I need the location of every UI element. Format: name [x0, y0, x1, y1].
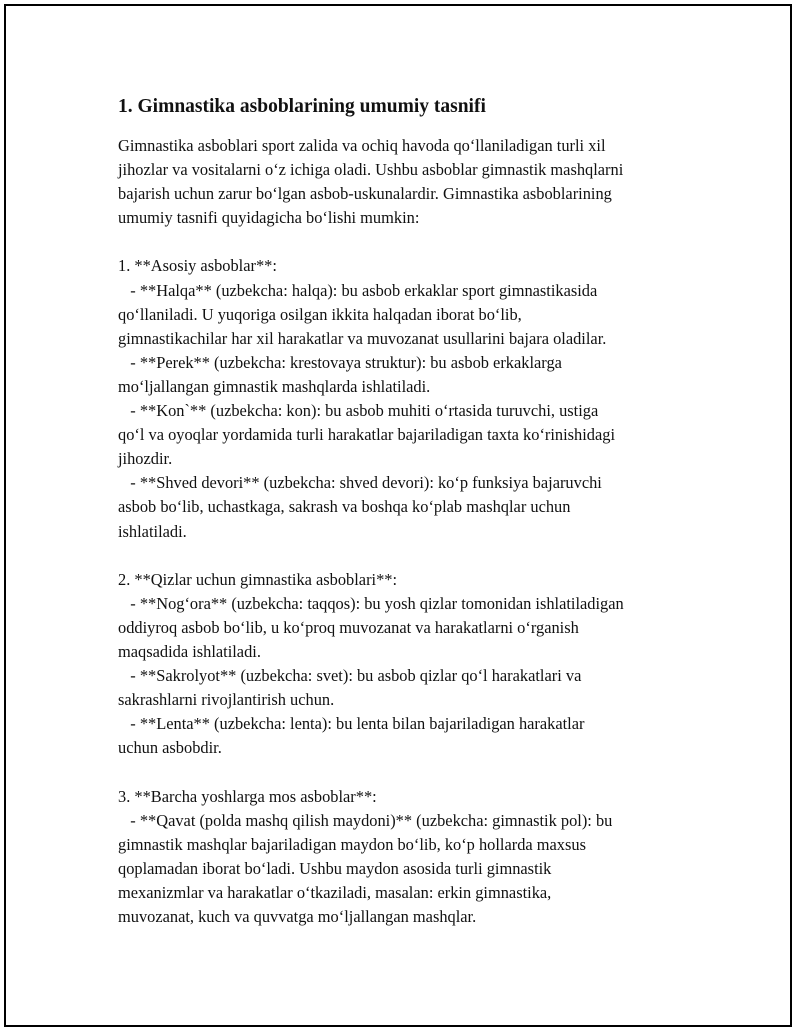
text-line: mexanizmlar va harakatlar o‘tkaziladi, masalan: erkin gimnastika, — [118, 882, 552, 902]
text-line: bajarish uchun zarur bo‘lgan asbob-uskunalardir. Gimnastika asboblarining — [118, 184, 612, 204]
text-line: - **Perek** (uzbekcha: krestovaya struktur): bu asbob erkaklarga — [118, 352, 562, 372]
text-line: qoplamadan iborat bo‘ladi. Ushbu maydon asosida turli gimnastik — [118, 858, 552, 878]
text-line: gimnastik mashqlar bajariladigan maydon bo‘lib, ko‘p hollarda maxsus — [118, 834, 586, 854]
paragraph-gap — [118, 544, 698, 568]
text-line: - **Halqa** (uzbekcha: halqa): bu asbob erkaklar sport gimnastikasida — [118, 280, 598, 300]
text-line: uchun asbobdir. — [118, 738, 222, 758]
section-girls-apparatus — [118, 568, 698, 761]
document-title: 1. Gimnastika asboblarining umumiy tasnifi — [118, 96, 486, 117]
paragraph-gap — [118, 230, 698, 254]
text-line: muvozanat, kuch va quvvatga mo‘ljallangan mashqlar. — [118, 907, 477, 926]
text-line: - **Lenta** (uzbekcha: lenta): bu lenta bilan bajariladigan harakatlar — [118, 714, 585, 734]
section-heading: 3. **Barcha yoshlarga mos asboblar**: — [118, 786, 377, 806]
text-line: - **Sakrolyot** (uzbekcha: svet): bu asbob qizlar qo‘l harakatlari va — [118, 666, 582, 686]
text-line: maqsadida ishlatiladi. — [118, 641, 261, 661]
text-line: jihozlar va vositalarni o‘z ichiga oladi. Ushbu asboblar gimnastik mashqlarni — [118, 160, 624, 180]
text-line: asbob bo‘lib, uchastkaga, sakrash va boshqa ko‘plab mashqlar uchun — [118, 497, 571, 517]
document-body — [118, 94, 698, 929]
text-line: qo‘l va oyoqlar yordamida turli harakatlar bajariladigan taxta ko‘rinishidagi — [118, 425, 616, 445]
intro-paragraph — [118, 134, 698, 230]
text-line: oddiyroq asbob bo‘lib, u ko‘proq muvozanat va harakatlarni o‘rganish — [118, 617, 579, 637]
section-all-ages-apparatus — [118, 785, 698, 930]
text-line: - **Kon`** (uzbekcha: kon): bu asbob muhiti o‘rtasida turuvchi, ustiga — [118, 401, 599, 421]
section-heading: 1. **Asosiy asboblar**: — [118, 256, 277, 276]
text-line: umumiy tasnifi quyidagicha bo‘lishi mumkin: — [118, 208, 420, 228]
text-line: Gimnastika asboblari sport zalida va ochiq havoda qo‘llaniladigan turli xil — [118, 136, 606, 155]
text-line: jihozdir. — [118, 449, 173, 469]
text-line: mo‘ljallangan gimnastik mashqlarda ishlatiladi. — [118, 376, 431, 396]
paragraph-gap — [118, 760, 698, 784]
section-main-apparatus — [118, 254, 698, 543]
text-line: - **Shved devori** (uzbekcha: shved devori): ko‘p funksiya bajaruvchi — [118, 473, 602, 493]
text-line: qo‘llaniladi. U yuqoriga osilgan ikkita halqadan iborat bo‘lib, — [118, 304, 522, 324]
text-line: - **Qavat (polda mashq qilish maydoni)** (uzbekcha: gimnastik pol): bu — [118, 810, 613, 830]
text-line: - **Nog‘ora** (uzbekcha: taqqos): bu yosh qizlar tomonidan ishlatiladigan — [118, 593, 624, 613]
text-line: gimnastikachilar har xil harakatlar va muvozanat usullarini bajara oladilar. — [118, 328, 607, 348]
section-heading: 2. **Qizlar uchun gimnastika asboblari**: — [118, 569, 398, 589]
text-line: ishlatiladi. — [118, 521, 187, 541]
text-line: sakrashlarni rivojlantirish uchun. — [118, 690, 335, 710]
